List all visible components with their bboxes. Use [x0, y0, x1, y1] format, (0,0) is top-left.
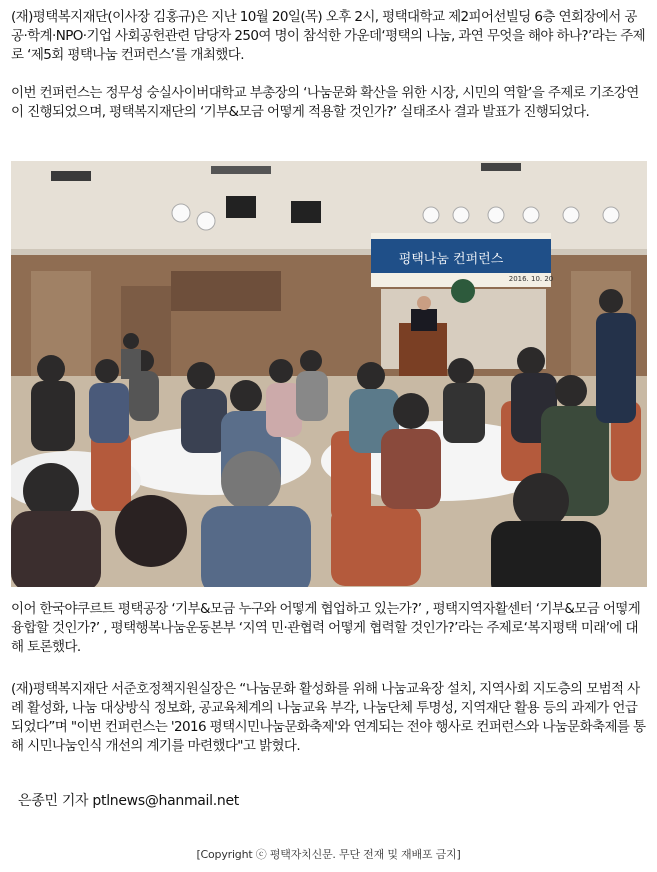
byline: 은종민 기자 ptlnews@hanmail.net [18, 793, 239, 809]
conference-photo [11, 161, 647, 587]
banner-date: 2016. 10. 20 [508, 275, 554, 283]
article-paragraph-quote: (재)평택복지재단 서준호정책지원실장은 “나눔문화 활성화를 위해 나눔교육장 설치, 지역사회 지도층의 모범적 사례 활성화, 나눔 대상방식 정보화, 공교육체계의 나눔교육 부각, 나눔단체 투명성, 지역재단 활용 등의 과제가 언급되었다”며 "이번 컨퍼런스는 '2016 평택시민나눔문화축제'와 연계되는 전야 행사로 컨퍼런스와 나눔문화축제를 통해 시민나눔인식 개선의 계기를 마련했다"고 밝혔다. [11, 681, 646, 754]
article-paragraph-intro: (재)평택복지재단(이사장 김홍규)은 지난 10월 20일(목) 오후 2시, 평택대학교 제2피어선빌딩 6층 연회장에서 공공·학계·NPO·기업 사회공헌관련 담당자 250여 명이 참석한 가운데‘평택의 나눔, 과연 무엇을 해야 하나?’라는 주제로 ‘제5회 평택나눔 컨퍼런스’를 개최했다. [11, 9, 646, 63]
copyright-notice: [Copyright ⓒ 평택자치신문. 무단 전재 및 재배포 금지] [196, 848, 461, 861]
banner-title: 평택나눔 컨퍼런스 [398, 252, 504, 267]
article-paragraph-discussion: 이어 한국야쿠르트 평택공장 ‘기부&모금 누구와 어떻게 협업하고 있는가?’ , 평택지역자활센터 ‘기부&모금 어떻게 융합할 것인가?’ , 평택행복나눔운동본부 ‘지역 민·관협력 어떻게 협력할 것인가?’라는 주제로‘복지평택 미래’에 대해 토론했다. [11, 601, 641, 655]
article-paragraph-keynote: 이번 컨퍼런스는 정무성 숭실사이버대학교 부총장의 ‘나눔문화 확산을 위한 시장, 시민의 역할’을 주제로 기조강연이 진행되었으며, 평택복지재단의 ‘기부&모금 어떻게 적용할 것인가?’ 실태조사 결과 발표가 진행되었다. [11, 85, 639, 120]
